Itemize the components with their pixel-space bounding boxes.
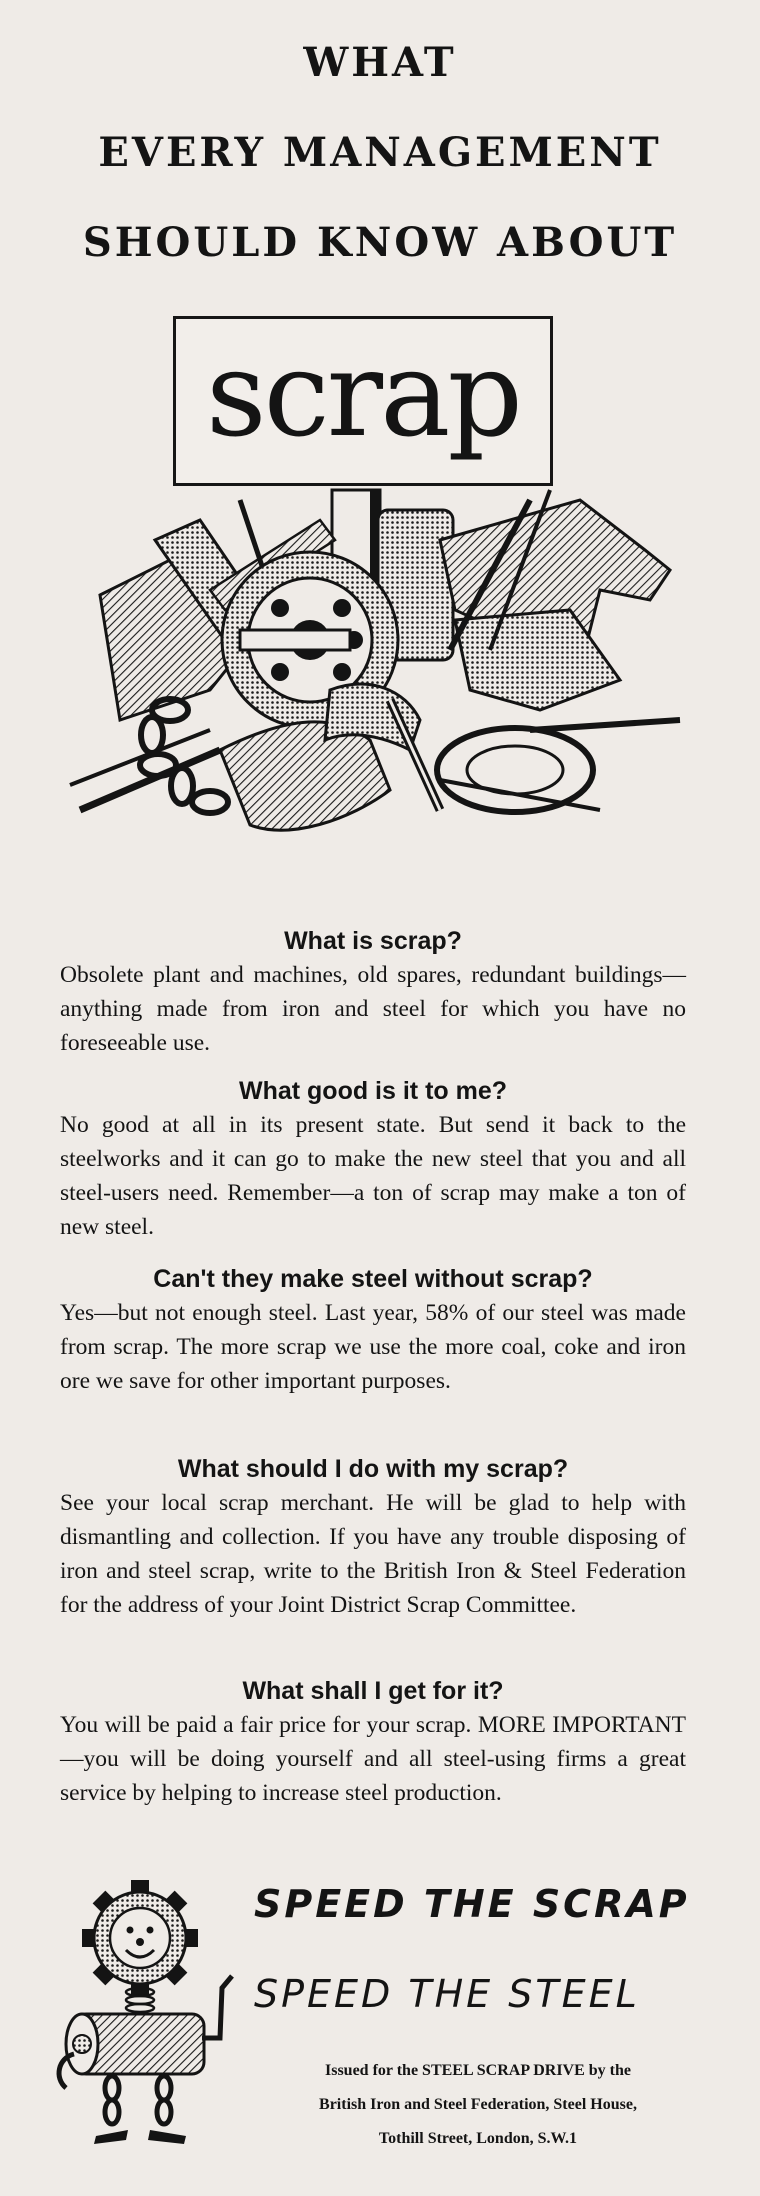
gear-mascot-icon bbox=[52, 1878, 252, 2158]
answer-text: Yes—but not enough steel. Last year, 58% of our steel was made from scrap. The more scrap we use the more coal, coke and iron ore we save for other important purposes. bbox=[60, 1300, 686, 1394]
scrap-heap-icon bbox=[60, 480, 700, 880]
sign-word: scrap bbox=[206, 325, 520, 463]
headline-line-1: WHAT bbox=[303, 39, 457, 86]
headline-line-3: SHOULD KNOW ABOUT bbox=[82, 219, 678, 266]
qa-section-3 bbox=[60, 1264, 686, 1398]
qa-section-4 bbox=[60, 1454, 686, 1622]
issued-by-line-1: Issued for the STEEL SCRAP DRIVE by the bbox=[325, 2062, 631, 2079]
qa-section-5 bbox=[60, 1676, 686, 1810]
headline-line-2: EVERY MANAGEMENT bbox=[98, 129, 662, 176]
question-heading: What should I do with my scrap? bbox=[177, 1455, 569, 1483]
question-heading: What good is it to me? bbox=[238, 1077, 508, 1105]
answer-text: No good at all in its present state. But send it back to the steelworks and it can go to make the new steel that you and all steel-users need. Remember—a ton of scrap may make a ton of new steel. bbox=[60, 1112, 686, 1240]
question-heading: What shall I get for it? bbox=[242, 1677, 504, 1705]
issued-by-line-2: British Iron and Steel Federation, Steel House, bbox=[319, 2096, 637, 2113]
scrap-sign bbox=[173, 316, 553, 486]
answer-text: See your local scrap merchant. He will be glad to help with dismantling and collection. If you have any trouble disposing of iron and steel scrap, write to the British Iron & Steel Federation for the address of your Joint District Scrap Committee. bbox=[60, 1490, 686, 1618]
issued-by-line-3: Tothill Street, London, S.W.1 bbox=[378, 2130, 578, 2147]
question-heading: Can't they make steel without scrap? bbox=[153, 1265, 593, 1293]
answer-text: You will be paid a fair price for your scrap. MORE IMPORTANT—you will be doing yourself and all steel-using firms a great service by helping to increase steel production. bbox=[60, 1712, 686, 1806]
question-heading: What is scrap? bbox=[284, 927, 462, 955]
qa-section-2 bbox=[60, 1076, 686, 1244]
answer-text: Obsolete plant and machines, old spares, redundant buildings—anything made from iron and steel for which you have no foreseeable use. bbox=[60, 962, 686, 1056]
slogan-speed-the-steel: SPEED THE STEEL bbox=[254, 1972, 640, 2016]
slogan-speed-the-scrap: SPEED THE SCRAP bbox=[254, 1882, 690, 1926]
qa-section-1 bbox=[60, 926, 686, 1060]
